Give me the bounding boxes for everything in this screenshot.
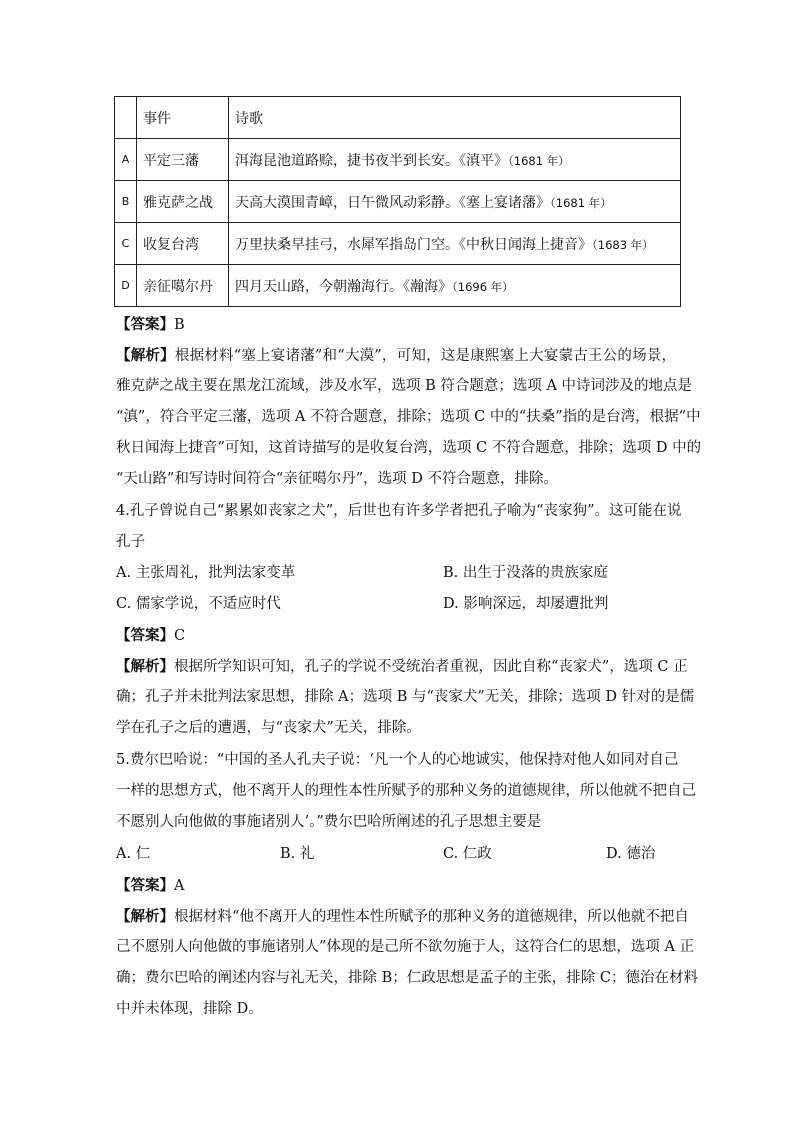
row-option: C bbox=[115, 223, 137, 265]
q3-analysis-line-4: 秋日闻海上捷音”可知，这首诗描写的是收复台湾，选项 C 不符合题意，排除；选项 D 中的 bbox=[116, 440, 702, 456]
q5-options-row bbox=[116, 839, 676, 870]
header-event: 事件 bbox=[137, 97, 229, 139]
q4-options-row-2 bbox=[116, 589, 676, 620]
q5-stem-line-2: 一样的思想方式，他不离开人的理性本性所赋予的那种义务的道德规律，所以他就不把自己 bbox=[116, 783, 696, 799]
q3-analysis-line-3: “滇”，符合平定三藩，选项 A 不符合题意，排除；选项 C 中的“扶桑”指的是台湾，根据“中 bbox=[116, 409, 701, 425]
q4-stem-line-1: 4.孔子曾说自己“累累如丧家之犬”，后世也有许多学者把孔子喻为“丧家狗”。这可能在说 bbox=[116, 503, 682, 519]
answer-tag: 【答案】 bbox=[116, 627, 174, 644]
q4-analysis-line-1 bbox=[116, 651, 688, 682]
row-option: B bbox=[115, 181, 137, 223]
answer-value: C bbox=[174, 628, 186, 644]
answer-value: A bbox=[174, 878, 185, 894]
analysis-tag: 【解析】 bbox=[116, 347, 175, 364]
poem-year: （1681 年） bbox=[550, 195, 612, 210]
row-event: 亲征噶尔丹 bbox=[137, 265, 229, 307]
row-event: 雅克萨之战 bbox=[137, 181, 229, 223]
table-header-row bbox=[115, 97, 681, 139]
table-row bbox=[115, 223, 681, 265]
q5-analysis-line-4: 中并未体现，排除 D。 bbox=[116, 1001, 263, 1017]
q4-answer bbox=[116, 620, 676, 651]
q3-analysis-line-5: “天山路”和写诗时间符合“亲征噶尔丹”，选项 D 不符合题意，排除。 bbox=[116, 471, 558, 487]
row-option: D bbox=[115, 265, 137, 307]
q3-answer bbox=[116, 309, 676, 340]
q5-analysis-line-1 bbox=[116, 901, 689, 932]
poem-year: （1681 年） bbox=[508, 153, 570, 168]
events-poems-table bbox=[114, 96, 681, 307]
q4-option-b: B. 出生于没落的贵族家庭 bbox=[443, 565, 608, 581]
analysis-text: 根据材料“塞上宴诸藩”和“大漠”，可知，这是康熙塞上大宴蒙古王公的场景， bbox=[174, 348, 676, 364]
q4-option-a: A. 主张周礼，批判法家变革 bbox=[116, 565, 296, 581]
table-header-blank bbox=[115, 97, 137, 139]
poem-text: 四月天山路，今朝瀚海行。《瀚海》 bbox=[235, 278, 452, 295]
q5-option-a: A. 仁 bbox=[116, 846, 151, 862]
q5-option-b: B. 礼 bbox=[280, 846, 315, 862]
q5-stem-line-1: 5.费尔巴哈说：“中国的圣人孔夫子说：‘凡一个人的心地诚实，他保持对他人如同对自己 bbox=[116, 752, 679, 768]
q5-answer bbox=[116, 870, 676, 901]
q4-option-c: C. 儒家学说，不适应时代 bbox=[116, 596, 281, 612]
row-event: 平定三藩 bbox=[137, 139, 229, 181]
table-row bbox=[115, 181, 681, 223]
q3-analysis-line-2: 雅克萨之战主要在黑龙江流域，涉及水军，选项 B 符合题意；选项 A 中诗词涉及的地点是 bbox=[116, 378, 693, 394]
q5-option-c: C. 仁政 bbox=[443, 846, 492, 862]
q5-analysis-line-2: 己不愿别人向他做的事施诸别人”体现的是己所不欲勿施于人，这符合仁的思想，选项 A 正 bbox=[116, 939, 695, 955]
q4-stem bbox=[116, 496, 682, 558]
q5-answer-analysis bbox=[116, 870, 698, 1025]
q5-analysis-line-3: 确；费尔巴哈的阐述内容与礼无关，排除 B；仁政思想是孟子的主张，排除 C；德治在材料 bbox=[116, 970, 698, 986]
q5-stem-line-3: 不愿别人向他做的事施诸别人’。”费尔巴哈所阐述的孔子思想主要是 bbox=[116, 814, 542, 830]
analysis-tag: 【解析】 bbox=[116, 908, 174, 925]
poem-text: 洱海昆池道路赊，捷书夜半到长安。《滇平》 bbox=[235, 152, 508, 169]
row-poem bbox=[229, 139, 681, 181]
q4-analysis-line-3: 学在孔子之后的遭遇，与“丧家犬”无关，排除。 bbox=[116, 720, 421, 736]
q4-answer-analysis bbox=[116, 620, 695, 744]
table-row bbox=[115, 139, 681, 181]
analysis-text: 根据材料“他不离开人的理性本性所赋予的那种义务的道德规律，所以他就不把自 bbox=[174, 909, 689, 925]
q5-stem bbox=[116, 745, 696, 838]
table-row bbox=[115, 265, 681, 307]
header-poem: 诗歌 bbox=[229, 97, 681, 139]
answer-tag: 【答案】 bbox=[116, 316, 174, 333]
analysis-tag: 【解析】 bbox=[116, 658, 174, 675]
poem-year: （1683 年） bbox=[592, 237, 654, 252]
q4-analysis-line-2: 确；孔子并未批判法家思想，排除 A；选项 B 与“丧家犬”无关，排除；选项 D 针对的是儒 bbox=[116, 689, 695, 705]
q3-analysis-line-1 bbox=[116, 340, 676, 371]
poem-text: 万里扶桑早挂弓，水犀军指岛门空。《中秋日闻海上捷音》 bbox=[235, 236, 592, 253]
poem-year: （1696 年） bbox=[452, 279, 514, 294]
q3-answer-analysis bbox=[116, 309, 702, 495]
poem-text: 天高大漠围青嶂，日午微风动彩静。《塞上宴诸藩》 bbox=[235, 194, 550, 211]
row-poem bbox=[229, 181, 681, 223]
row-poem bbox=[229, 265, 681, 307]
row-option: A bbox=[115, 139, 137, 181]
q5-option-d: D. 德治 bbox=[606, 846, 656, 862]
q4-option-d: D. 影响深远，却屡遭批判 bbox=[443, 596, 609, 612]
q4-options-row-1 bbox=[116, 558, 676, 589]
row-poem bbox=[229, 223, 681, 265]
q4-stem-line-2: 孔子 bbox=[116, 534, 145, 550]
row-event: 收复台湾 bbox=[137, 223, 229, 265]
answer-tag: 【答案】 bbox=[116, 877, 174, 894]
answer-value: B bbox=[174, 317, 185, 333]
analysis-text: 根据所学知识可知，孔子的学说不受统治者重视，因此自称“丧家犬”，选项 C 正 bbox=[174, 659, 688, 675]
